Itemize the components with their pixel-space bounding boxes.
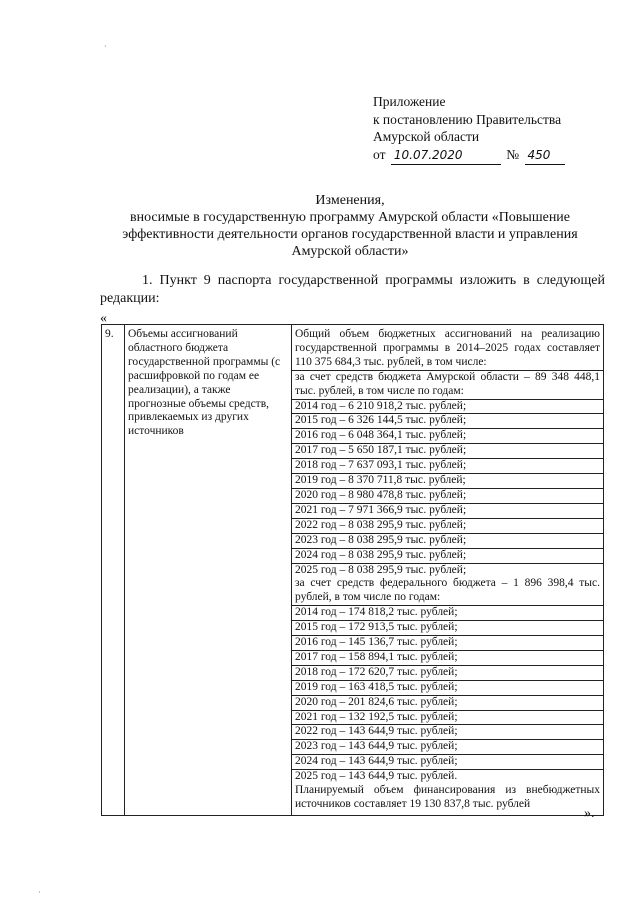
row-label: Объемы ассигнований областного бюджета государственной программы (с расшифровкой по годам ее реализации), а также прогнозные объемы средств, привлекаемых из других источников [125, 325, 292, 816]
regional-year-row: 2024 год – 8 038 295,9 тыс. рублей; [292, 549, 603, 564]
regional-year-row: 2017 год – 5 650 187,1 тыс. рублей; [292, 444, 603, 459]
federal-year-row: 2017 год – 158 894,1 тыс. рублей; [292, 651, 603, 666]
federal-year-row: 2015 год – 172 913,5 тыс. рублей; [292, 621, 603, 636]
regional-year-row: 2021 год – 7 971 366,9 тыс. рублей; [292, 504, 603, 519]
regional-year-row: 2022 год – 8 038 295,9 тыс. рублей; [292, 519, 603, 534]
federal-year-row: 2020 год – 201 824,6 тыс. рублей; [292, 696, 603, 711]
offbudget-volume: Планируемый объем финансирования из внебюджетных источников составляет 19 130 837,8 тыс. рублей [295, 784, 600, 810]
federal-budget-header: за счет средств федерального бюджета – 1 896 398,4 тыс. рублей, в том числе по годам: [292, 577, 603, 606]
regional-year-row: 2018 год – 7 637 093,1 тыс. рублей; [292, 459, 603, 474]
regional-budget-header: за счет средств бюджета Амурской области – 89 348 448,1 тыс. рублей, в том числе по годам: [292, 371, 603, 400]
regional-year-row: 2014 год – 6 210 918,2 тыс. рублей; [292, 400, 603, 415]
federal-year-row: 2023 год – 143 644,9 тыс. рублей; [292, 740, 603, 755]
appendix-date-number-line [373, 146, 567, 166]
quote-close: ». [584, 806, 595, 821]
scan-dot: · [104, 42, 107, 51]
regional-year-row: 2019 год – 8 370 711,8 тыс. рублей; [292, 474, 603, 489]
from-label: от [373, 146, 386, 162]
regional-years-list [295, 400, 600, 578]
scan-dot: · [38, 888, 41, 897]
federal-years-list [295, 606, 600, 784]
row-content [292, 325, 604, 816]
appendix-line-1: Приложение [373, 94, 446, 109]
federal-year-row: 2016 год – 145 136,7 тыс. рублей; [292, 636, 603, 651]
regional-year-row: 2015 год – 6 326 144,5 тыс. рублей; [292, 414, 603, 429]
handwritten-date: 10.07.2020 [391, 147, 501, 166]
regional-year-row: 2020 год – 8 980 478,8 тыс. рублей; [292, 489, 603, 504]
general-volume: Общий объем бюджетных ассигнований на реализацию государственной программы в 2014–2025 годах составляет 110 375 684,3 тыс. рублей, в том числе: [292, 328, 603, 371]
number-label: № [506, 146, 520, 162]
intro-paragraph [100, 272, 605, 308]
regional-year-row: 2016 год – 6 048 364,1 тыс. рублей; [292, 429, 603, 444]
regional-year-row: 2025 год – 8 038 295,9 тыс. рублей; [295, 563, 467, 576]
row-number: 9. [102, 325, 125, 816]
appendix-line-3: Амурской области [373, 129, 480, 144]
title-line-2: вносимые в государственную программу Амурской области «Повышение эффективности деятельности органов государственной власти и управления Амурской области» [122, 210, 578, 259]
table-row [102, 325, 604, 816]
intro-text: 1. Пункт 9 паспорта государственной программы изложить в следующей редакции: [100, 273, 605, 306]
federal-year-row: 2024 год – 143 644,9 тыс. рублей; [292, 755, 603, 770]
title-line-1: Изменения, [315, 193, 385, 208]
federal-year-row: 2014 год – 174 818,2 тыс. рублей; [292, 606, 603, 621]
federal-year-row: 2019 год – 163 418,5 тыс. рублей; [292, 681, 603, 696]
quote-open: « [100, 311, 107, 326]
document-title [100, 192, 600, 260]
regional-year-row: 2023 год – 8 038 295,9 тыс. рублей; [292, 534, 603, 549]
passport-table [101, 324, 604, 816]
federal-year-row: 2021 год – 132 192,5 тыс. рублей; [292, 711, 603, 726]
federal-year-row: 2022 год – 143 644,9 тыс. рублей; [292, 725, 603, 740]
federal-year-row: 2018 год – 172 620,7 тыс. рублей; [292, 666, 603, 681]
federal-year-row: 2025 год – 143 644,9 тыс. рублей. [295, 770, 458, 783]
handwritten-number: 450 [525, 147, 565, 166]
appendix-line-2: к постановлению Правительства [373, 111, 562, 127]
appendix-header [373, 93, 567, 165]
